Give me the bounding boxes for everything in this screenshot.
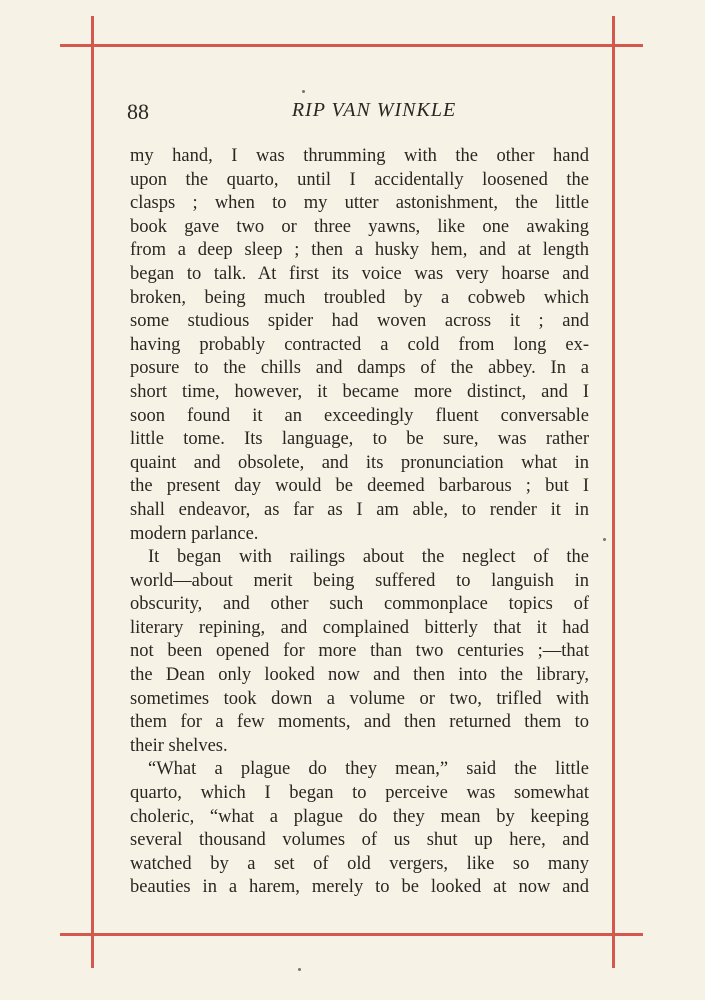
text-line: them for a few moments, and then returned them to — [130, 712, 589, 733]
text-line: “What a plague do they mean,” said the little — [148, 759, 589, 780]
text-line: upon the quarto, until I accidentally loosened the — [130, 169, 589, 190]
text-line: clasps ; when to my utter astonishment, the little — [130, 193, 589, 214]
text-line: having probably contracted a cold from long ex- — [130, 334, 589, 355]
text-line: the present day would be deemed barbarous ; but I — [130, 476, 589, 497]
text-line: book gave two or three yawns, like one awaking — [130, 216, 589, 237]
running-title: RIP VAN WINKLE — [291, 99, 457, 121]
text-line: world—about merit being suffered to languish in — [130, 570, 589, 591]
text-line: literary repining, and complained bitterly that it had — [130, 617, 589, 638]
print-speck — [298, 968, 301, 971]
text-line: my hand, I was thrumming with the other hand — [130, 146, 589, 166]
text-line: shall endeavor, as far as I am able, to render it in — [130, 499, 589, 520]
text-line: soon found it an exceedingly fluent conversable — [130, 405, 589, 426]
border-rule-bottom — [60, 933, 643, 936]
border-rule-right — [612, 16, 615, 968]
body-text — [130, 145, 589, 900]
page-number: 88 — [127, 99, 149, 124]
print-speck — [302, 90, 305, 93]
text-line: obscurity, and other such commonplace topics of — [130, 594, 589, 615]
border-rule-left — [91, 16, 94, 968]
text-line: quarto, which I began to perceive was somewhat — [130, 783, 589, 804]
text-line: from a deep sleep ; then a husky hem, and at length — [130, 240, 589, 261]
text-line: posure to the chills and damps of the abbey. In a — [130, 358, 589, 379]
text-line: some studious spider had woven across it ; and — [130, 311, 589, 332]
text-line: sometimes took down a volume or two, trifled with — [130, 688, 589, 709]
page-header — [127, 99, 591, 129]
text-line: little tome. Its language, to be sure, was rather — [130, 429, 589, 450]
text-line: short time, however, it became more distinct, and I — [130, 381, 589, 402]
text-line: several thousand volumes of us shut up here, and — [130, 830, 589, 851]
print-speck — [603, 538, 606, 541]
text-line: modern parlance. — [130, 523, 259, 544]
text-line: It began with railings about the neglect of the — [148, 547, 589, 568]
text-line: watched by a set of old vergers, like so many — [130, 853, 589, 874]
text-line: not been opened for more than two centuries ;—that — [130, 641, 589, 662]
text-line: choleric, “what a plague do they mean by keeping — [130, 806, 589, 827]
text-line: their shelves. — [130, 735, 228, 756]
border-rule-top — [60, 44, 643, 47]
text-line: beauties in a harem, merely to be looked at now and — [130, 877, 589, 898]
text-line: began to talk. At first its voice was very hoarse and — [130, 263, 589, 284]
text-line: the Dean only looked now and then into the library, — [130, 665, 589, 686]
text-line: quaint and obsolete, and its pronunciation what in — [130, 452, 589, 473]
text-line: broken, being much troubled by a cobweb which — [130, 287, 589, 308]
